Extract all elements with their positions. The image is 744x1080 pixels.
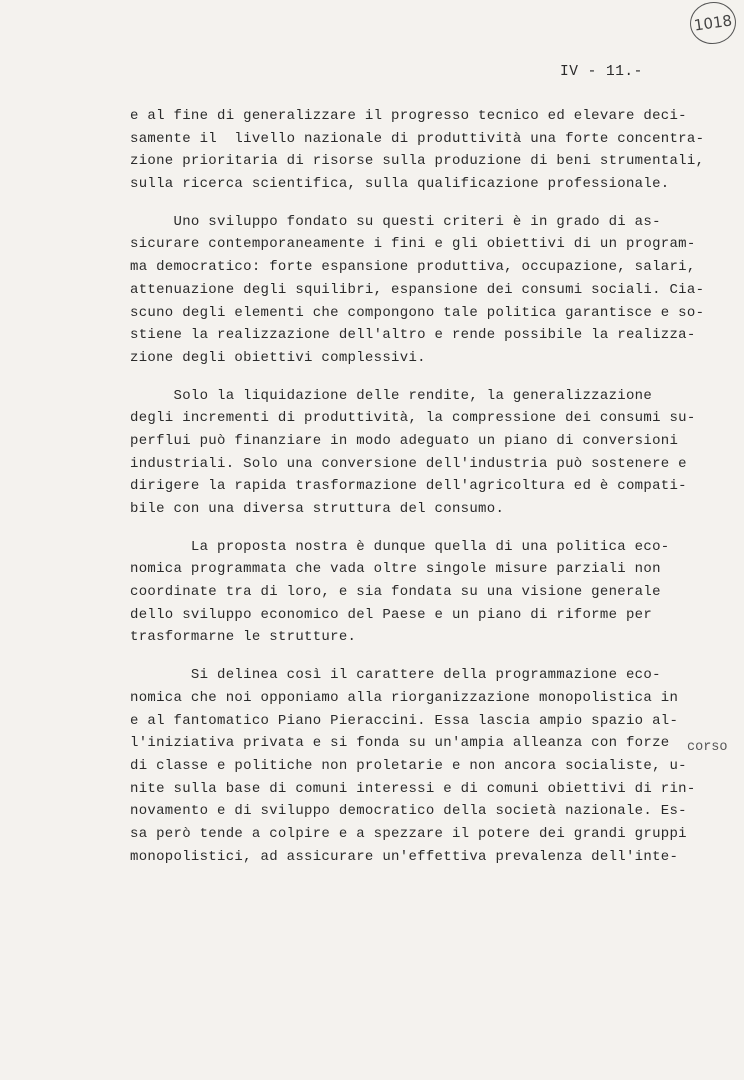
text-line: l'iniziativa privata e si fonda su un'ampia alleanza con forze <box>130 735 670 752</box>
text-line: Solo la liquidazione delle rendite, la generalizzazione <box>130 387 653 404</box>
text-line: dello sviluppo economico del Paese e un piano di riforme per <box>130 606 653 623</box>
text-line: degli incrementi di produttività, la compressione dei consumi su- <box>130 410 696 427</box>
margin-note: corso <box>687 740 728 755</box>
text-line: coordinate tra di loro, e sia fondata su una visione generale <box>130 584 661 601</box>
text-line: monopolistici, ad assicurare un'effettiva prevalenza dell'inte- <box>130 848 679 865</box>
paragraph <box>130 105 730 196</box>
text-line: Si delinea così il carattere della programmazione eco- <box>130 667 661 684</box>
text-line: zione prioritaria di risorse sulla produzione di beni strumentali, <box>130 153 705 170</box>
document-body <box>130 105 730 883</box>
text-line: perflui può finanziare in modo adeguato un piano di conversioni <box>130 432 679 449</box>
paragraph <box>130 664 730 868</box>
text-line: trasformarne le strutture. <box>130 629 357 646</box>
text-line: sa però tende a colpire e a spezzare il potere dei grandi gruppi <box>130 825 687 842</box>
text-line: nomica che noi opponiamo alla riorganizzazione monopolistica in <box>130 689 679 706</box>
text-line: novamento e di sviluppo democratico della società nazionale. Es- <box>130 803 687 820</box>
text-line: dirigere la rapida trasformazione dell'agricoltura ed è compati- <box>130 478 687 495</box>
text-line: sicurare contemporaneamente i fini e gli obiettivi di un program- <box>130 236 696 253</box>
text-line: ma democratico: forte espansione produttiva, occupazione, salari, <box>130 259 696 276</box>
text-line: nomica programmata che vada oltre singole misure parziali non <box>130 561 661 578</box>
text-line: bile con una diversa struttura del consumo. <box>130 501 505 517</box>
text-line: scuno degli elementi che compongono tale politica garantisce e so- <box>130 304 705 321</box>
paragraph <box>130 211 730 370</box>
text-line: nite sulla base di comuni interessi e di comuni obiettivi di rin- <box>130 780 696 797</box>
text-line: zione degli obiettivi complessivi. <box>130 349 426 366</box>
text-line: industriali. Solo una conversione dell'industria può sostenere e <box>130 455 687 472</box>
archive-stamp: 1018 <box>687 0 738 47</box>
text-line: attenuazione degli squilibri, espansione dei consumi sociali. Cia- <box>130 281 705 298</box>
text-line: e al fine di generalizzare il progresso tecnico ed elevare deci- <box>130 108 687 124</box>
paragraph <box>130 385 730 521</box>
page-number: IV - 11.- <box>560 64 643 80</box>
text-line: di classe e politiche non proletarie e non ancora socialiste, u- <box>130 757 687 774</box>
paragraph <box>130 536 730 649</box>
text-line: La proposta nostra è dunque quella di una politica eco- <box>130 538 670 555</box>
text-line: sulla ricerca scientifica, sulla qualificazione professionale. <box>130 176 670 193</box>
text-line: e al fantomatico Piano Pieraccini. Essa lascia ampio spazio al- <box>130 712 679 729</box>
text-line: samente il livello nazionale di produttività una forte concentra- <box>130 130 705 147</box>
text-line: stiene la realizzazione dell'altro e rende possibile la realizza- <box>130 327 696 344</box>
text-line: Uno sviluppo fondato su questi criteri è in grado di as- <box>130 213 661 230</box>
